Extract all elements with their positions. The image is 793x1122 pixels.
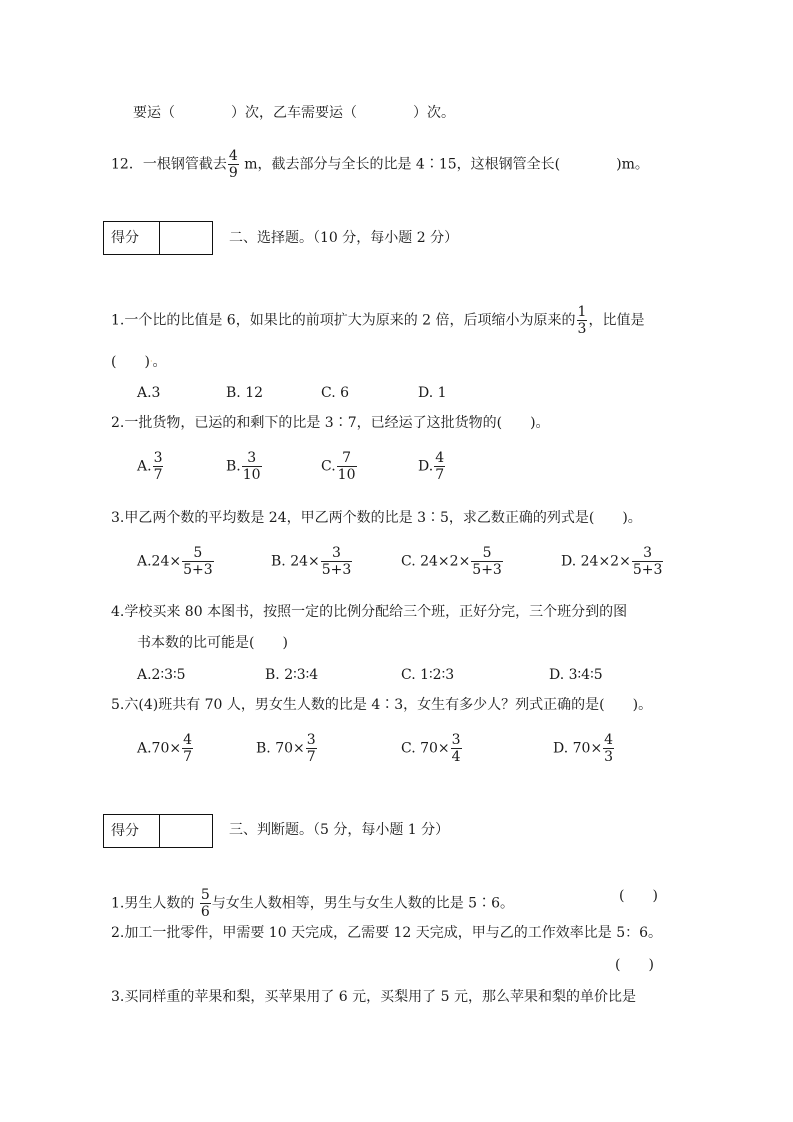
q4-option-b: B. 2∶3∶4 xyxy=(265,667,319,683)
score-box xyxy=(103,814,213,848)
option-label: D. xyxy=(418,458,434,475)
fraction-5-6 xyxy=(200,887,211,920)
fraction-denominator: 4 xyxy=(451,749,461,765)
fraction-numerator: 5 xyxy=(482,545,492,561)
choice-q1 xyxy=(111,304,644,337)
option-label: A.70× xyxy=(137,740,182,757)
q12-prefix: 12．一根钢管截去 xyxy=(111,156,227,173)
fraction-denominator: 3 xyxy=(604,749,614,765)
q2-option-d xyxy=(418,450,446,483)
answer-parentheses: ( ) xyxy=(111,354,150,370)
fraction-numerator: 4 xyxy=(228,148,238,164)
q3-option-b xyxy=(271,545,353,578)
option-label: B. 24× xyxy=(271,553,320,570)
option-label: D. 70× xyxy=(553,740,603,757)
fraction-numerator: 1 xyxy=(577,304,587,320)
score-label: 得分 xyxy=(104,222,160,254)
q12 xyxy=(111,148,649,181)
option-label: D. 24×2× xyxy=(561,553,631,570)
fraction xyxy=(242,450,262,483)
choice-q4-continuation: 书本数的比可能是( ) xyxy=(137,635,288,651)
orange-dot-mark: · xyxy=(149,357,153,366)
fraction-denominator: 7 xyxy=(435,467,445,483)
q1-text-b: ，比值是 xyxy=(588,312,645,329)
judge-q1-blank: ( ) xyxy=(619,888,658,904)
period: 。 xyxy=(152,354,167,370)
fraction-1-3 xyxy=(577,304,588,337)
fraction xyxy=(153,450,164,483)
fraction-numerator: 3 xyxy=(643,545,653,561)
q11-continuation: 要运（ ）次，乙车需要运（ ）次。 xyxy=(133,105,455,121)
fraction-numerator: 3 xyxy=(153,450,163,466)
q4-option-a: A.2∶3∶5 xyxy=(137,667,186,683)
q5-option-a xyxy=(137,732,194,765)
option-label: B. 70× xyxy=(256,740,305,757)
fraction-numerator: 4 xyxy=(183,732,193,748)
fraction-denominator: 7 xyxy=(306,749,316,765)
q3-option-d xyxy=(561,545,664,578)
option-label: C. 70× xyxy=(401,740,450,757)
q1-prefix: 1.男生人数的 xyxy=(111,895,199,912)
q5-option-b xyxy=(256,732,318,765)
choice-q2: 2.一批货物，已运的和剩下的比是 3∶7，已经运了这批货物的( )。 xyxy=(111,415,550,431)
choice-q5: 5.六(4)班共有 70 人，男女生人数的比是 4∶3，女生有多少人？列式正确的是( )。 xyxy=(111,697,653,713)
q1-option-c: C. 6 xyxy=(321,385,350,401)
fraction-denominator: 5+3 xyxy=(632,562,663,578)
option-label: C. xyxy=(321,458,336,475)
choice-q4: 4.学校买来 80 本图书，按照一定的比例分配给三个班，正好分完，三个班分到的图 xyxy=(111,604,628,620)
q3-option-a xyxy=(137,545,215,578)
fraction-numerator: 3 xyxy=(306,732,316,748)
fraction xyxy=(471,545,503,578)
fraction-numerator: 5 xyxy=(200,887,210,903)
section-title: 二、选择题。（10 分，每小题 2 分） xyxy=(229,230,459,246)
judge-q3: 3.买同样重的苹果和梨，买苹果用了 6 元，买梨用了 5 元，那么苹果和梨的单价比是 xyxy=(111,989,636,1005)
q1-answer-blank xyxy=(111,353,166,371)
q2-option-a xyxy=(137,450,164,483)
fraction-denominator: 3 xyxy=(577,321,587,337)
judge-q2-blank: ( ) xyxy=(615,957,654,973)
fraction xyxy=(434,450,445,483)
q2-option-b xyxy=(226,450,263,483)
q2-option-c xyxy=(321,450,358,483)
score-label: 得分 xyxy=(104,815,160,847)
fraction-denominator: 5+3 xyxy=(321,562,352,578)
fraction xyxy=(603,732,614,765)
option-label: B. xyxy=(226,458,241,475)
fraction-denominator: 5+3 xyxy=(183,562,213,578)
fraction-denominator: 7 xyxy=(183,749,193,765)
fraction-numerator: 3 xyxy=(451,732,461,748)
fraction xyxy=(306,732,317,765)
fraction-numerator: 3 xyxy=(332,545,341,561)
score-box xyxy=(103,221,213,255)
fraction-numerator: 4 xyxy=(435,450,445,466)
fraction-4-9 xyxy=(228,148,239,181)
fraction xyxy=(182,545,214,578)
fraction-numerator: 3 xyxy=(247,450,257,466)
fraction xyxy=(321,545,353,578)
fraction-numerator: 4 xyxy=(604,732,614,748)
q5-option-d xyxy=(553,732,615,765)
fraction-denominator: 10 xyxy=(337,467,356,483)
choice-q3: 3.甲乙两个数的平均数是 24，甲乙两个数的比是 3∶5，求乙数正确的列式是( )。 xyxy=(111,510,642,526)
judge-q2: 2.加工一批零件，甲需要 10 天完成，乙需要 12 天完成，甲与乙的工作效率比是 5：6。 xyxy=(111,925,663,941)
judge-q1 xyxy=(111,887,514,920)
q4-option-d: D. 3∶4∶5 xyxy=(549,667,603,683)
fraction-numerator: 7 xyxy=(342,450,352,466)
q5-option-c xyxy=(401,732,463,765)
option-label: A. xyxy=(137,458,152,475)
fraction-numerator: 5 xyxy=(193,545,203,561)
fraction xyxy=(632,545,664,578)
option-label: A.24× xyxy=(137,553,182,570)
fraction-denominator: 5+3 xyxy=(472,562,502,578)
q12-suffix: m，截去部分与全长的比是 4∶15，这根钢管全长( )m。 xyxy=(239,156,649,173)
section-title: 三、判断题。（5 分，每小题 1 分） xyxy=(229,822,450,838)
fraction xyxy=(182,732,193,765)
option-label: C. 24×2× xyxy=(401,553,471,570)
fraction xyxy=(451,732,462,765)
fraction-denominator: 10 xyxy=(242,467,261,483)
q1-option-b: B. 12 xyxy=(226,385,264,401)
fraction-denominator: 7 xyxy=(153,467,163,483)
q1-suffix: 与女生人数相等，男生与女生人数的比是 5∶6。 xyxy=(211,895,514,912)
fraction-denominator: 6 xyxy=(200,904,210,920)
q3-option-c xyxy=(401,545,504,578)
q1-option-d: D. 1 xyxy=(418,385,447,401)
fraction xyxy=(337,450,357,483)
fraction-denominator: 9 xyxy=(228,165,238,181)
q1-text: 1.一个比的比值是 6，如果比的前项扩大为原来的 2 倍，后项缩小为原来的 xyxy=(111,312,576,329)
q4-option-c: C. 1∶2∶3 xyxy=(401,667,455,683)
q1-option-a: A.3 xyxy=(137,385,161,401)
